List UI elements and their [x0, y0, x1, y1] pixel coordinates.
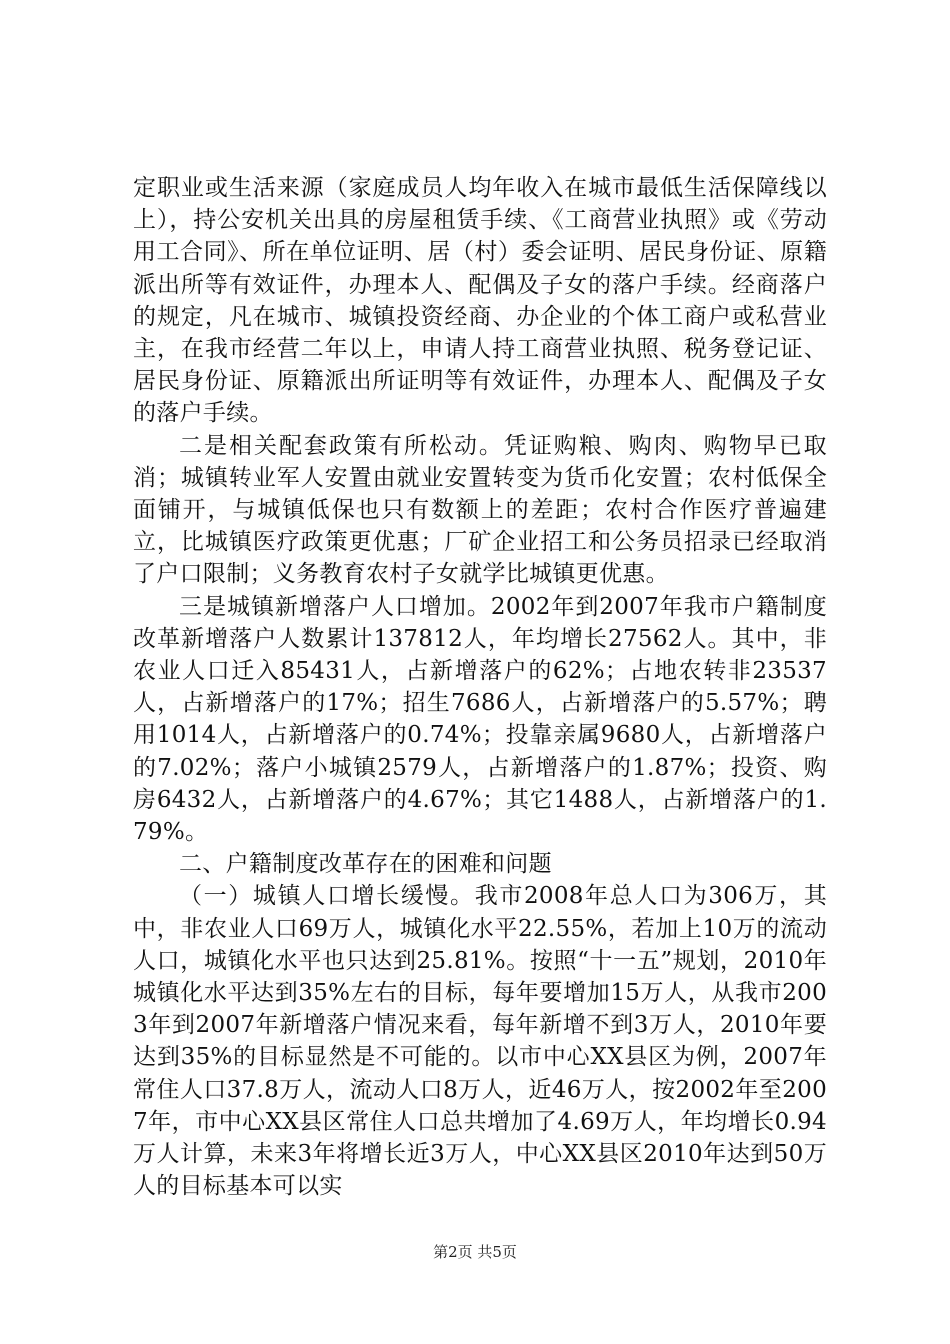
document-body [133, 172, 827, 1203]
page-footer: 第2页 共5页 [433, 1243, 517, 1261]
paragraph-new-settlement-increase: 三是城镇新增落户人口增加。2002年到2007年我市户籍制度改革新增落户人数累计137812人，年均增长27562人。其中，非农业人口迁入85431人，占新增落户的62%；占地农转非23537人，占新增落户的17%；招生7686人，占新增落户的5.57%；聘用1014人，占新增落户的0.74%；投靠亲属9680人，占新增落户的7.02%；落户小城镇2579人，占新增落户的1.87%；投资、购房6432人，占新增落户的4.67%；其它1488人，占新增落户的1.79%。 [133, 593, 827, 846]
section-heading-difficulties: 二、户籍制度改革存在的困难和问题 [179, 851, 552, 878]
paragraph-slow-urban-growth: （一）城镇人口增长缓慢。我市2008年总人口为306万，其中，非农业人口69万人，城镇化水平22.55%，若加上10万的流动人口，城镇化水平也只达到25.81%。按照“十一五”规划，2010年城镇化水平达到35%左右的目标，每年要增加15万人，从我市2003年到2007年新增落户情况来看，每年新增不到3万人，2010年要达到35%的目标显然是不可能的。以市中心XX县区为例，2007年常住人口37.8万人，流动人口8万人，近46万人，按2002年至2007年，市中心XX县区常住人口总共增加了4.69万人，年均增长0.94万人计算，未来3年将增长近3万人，中心XX县区2010年达到50万人的目标基本可以实 [133, 883, 827, 1200]
paragraph-supporting-policies: 二是相关配套政策有所松动。凭证购粮、购肉、购物早已取消；城镇转业军人安置由就业安置转变为货币化安置；农村低保全面铺开，与城镇低保也只有数额上的差距；农村合作医疗普遍建立，比城镇医疗政策更优惠；厂矿企业招工和公务员招录已经取消了户口限制；义务教育农村子女就学比城镇更优惠。 [133, 432, 827, 588]
paragraph-settlement-rules: 定职业或生活来源（家庭成员人均年收入在城市最低生活保障线以上），持公安机关出具的房屋租赁手续、《工商营业执照》或《劳动用工合同》、所在单位证明、居（村）委会证明、居民身份证、原籍派出所等有效证件，办理本人、配偶及子女的落户手续。经商落户的规定，凡在城市、城镇投资经商、办企业的个体工商户或私营业主，在我市经营二年以上，申请人持工商营业执照、税务登记证、居民身份证、原籍派出所证明等有效证件，办理本人、配偶及子女的落户手续。 [133, 175, 827, 427]
